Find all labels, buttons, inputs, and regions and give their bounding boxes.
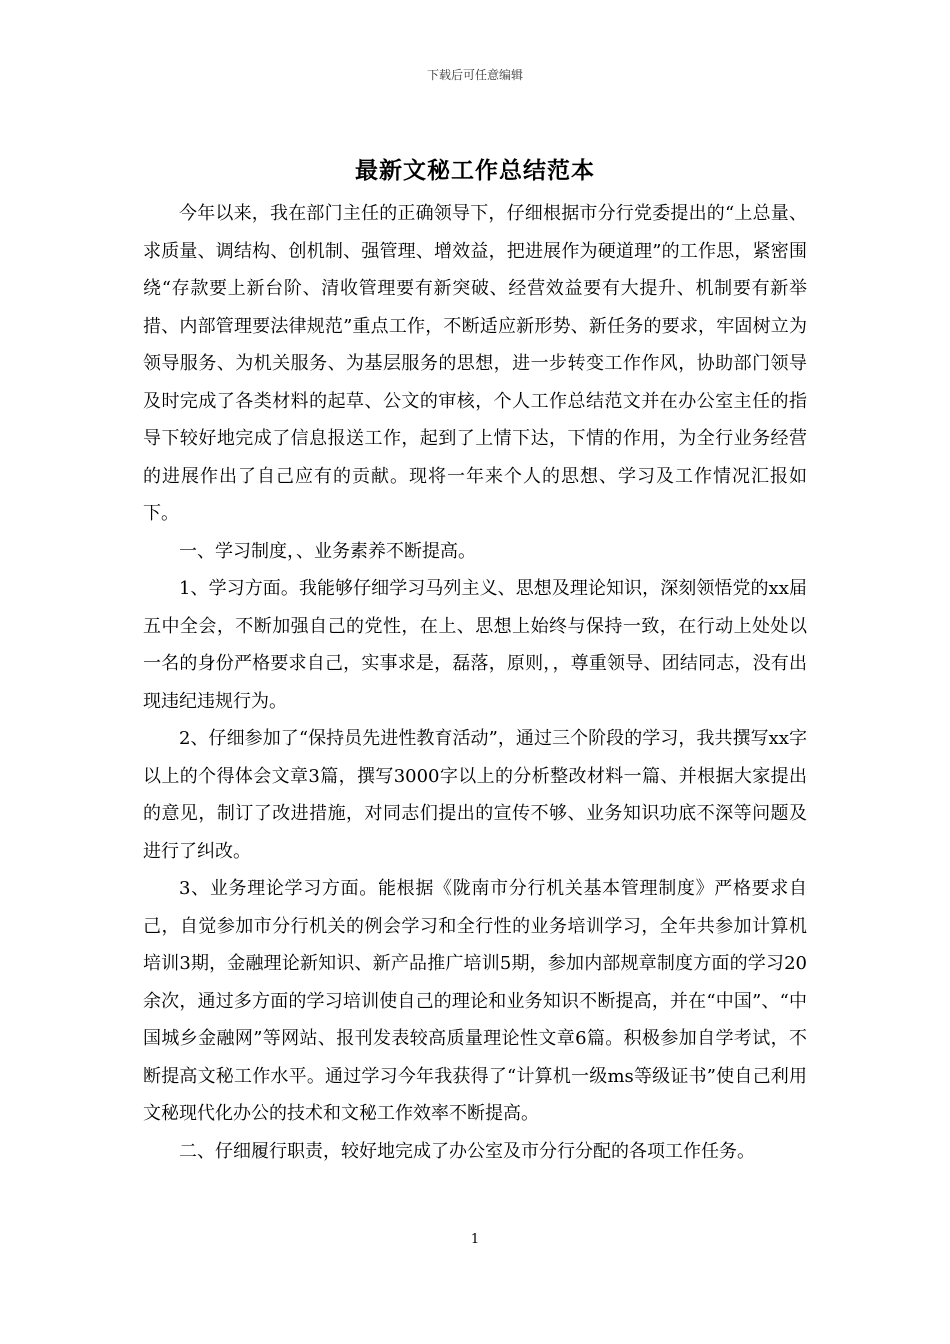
section-heading-2: 二、仔细履行职责，较好地完成了办公室及市分行分配的各项工作任务。 (179, 1140, 755, 1162)
paragraph-education-activity: 2、仔细参加了“保持员先进性教育活动”，通过三个阶段的学习，我共撰写xx字以上的个得体会文章3篇，撰写3000字以上的分析整改材料一篇、并根据大家提出的意见，制订了改进措施，对同志们提出的宣传不够、业务知识功底不深等问题及进行了纠改。 (143, 728, 807, 862)
page-header-note: 下载后可任意编辑 (426, 68, 523, 82)
paragraph-business-theory: 3、业务理论学习方面。能根据《陇南市分行机关基本管理制度》严格要求自己，自觉参加市分行机关的例会学习和全行性的业务培训学习，全年共参加计算机培训3期，金融理论新知识、新产品推广培训5期，参加内部规章制度方面的学习20余次，通过多方面的学习培训使自己的理论和业务知识不断提高，并在“中国”、“中国城乡金融网”等网站、报刊发表较高质量理论性文章6篇。积极参加自学考试，不断提高文秘工作水平。通过学习今年我获得了“计算机一级ms等级证书”使自己利用文秘现代化办公的技术和文秘工作效率不断提高。 (143, 878, 807, 1124)
paragraph-intro: 今年以来，我在部门主任的正确领导下，仔细根据市分行党委提出的“上总量、求质量、调结构、创机制、强管理、增效益，把进展作为硬道理”的工作思，紧密围绕“存款要上新台阶、清收管理要有新突破、经营效益要有大提升、机制要有新举措、内部管理要法律规范”重点工作，不断适应新形势、新任务的要求，牢固树立为领导服务、为机关服务、为基层服务的思想，进一步转变工作作风，协助部门领导及时完成了各类材料的起草、公文的审核，个人工作总结范文并在办公室主任的指导下较好地完成了信息报送工作，起到了上情下达，下情的作用，为全行业务经营的进展作出了自己应有的贡献。现将一年来个人的思想、学习及工作情况汇报如下。 (143, 203, 807, 524)
document-body (143, 195, 807, 1170)
paragraph-study: 1、学习方面。我能够仔细学习马列主义、思想及理论知识，深刻领悟党的xx届五中全会，不断加强自己的党性，在上、思想上始终与保持一致，在行动上处处以一名的身份严格要求自己，实事求是，磊落，原则，，尊重领导、团结同志，没有出现违纪违规行为。 (143, 578, 807, 712)
page-number: 1 (470, 1232, 480, 1247)
section-heading-1: 一、学习制度，、业务素养不断提高。 (179, 540, 476, 562)
document-title: 最新文秘工作总结范本 (355, 157, 595, 184)
